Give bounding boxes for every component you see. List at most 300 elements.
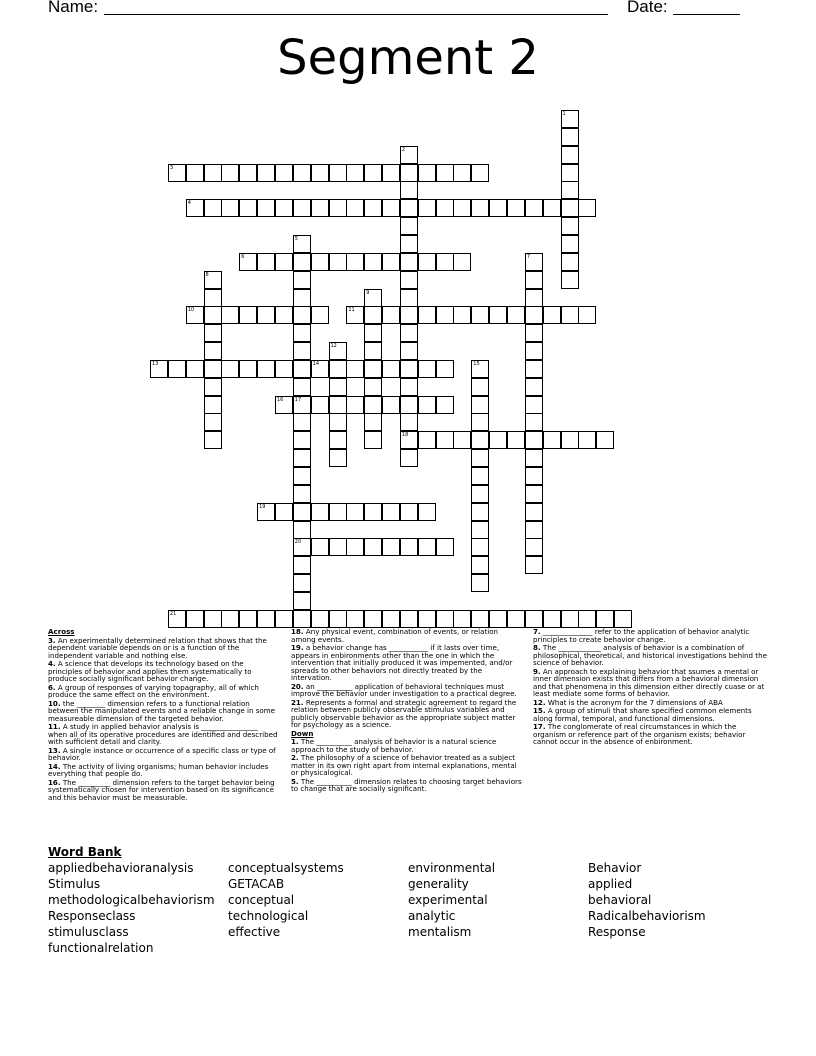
word-bank-item: GETACAB <box>228 877 285 891</box>
grid-cell[interactable] <box>239 360 257 378</box>
grid-clue-number: 8 <box>205 271 209 278</box>
grid-clue-number: 1 <box>562 111 566 117</box>
grid-cell[interactable] <box>311 610 329 628</box>
grid-cell[interactable] <box>418 431 436 449</box>
grid-cell[interactable] <box>471 413 489 431</box>
grid-cell[interactable] <box>293 431 311 449</box>
grid-cell[interactable] <box>329 342 347 360</box>
grid-cell[interactable] <box>275 306 293 324</box>
grid-cell[interactable] <box>186 199 204 217</box>
grid-cell[interactable] <box>329 360 347 378</box>
grid-cell[interactable] <box>364 378 382 396</box>
word-bank-item: stimulusclass <box>48 925 129 939</box>
grid-cell[interactable] <box>525 556 543 574</box>
grid-cell[interactable] <box>525 271 543 289</box>
word-bank-item: Behavior <box>588 861 642 875</box>
grid-cell[interactable] <box>489 199 507 217</box>
grid-cell[interactable] <box>400 342 418 360</box>
grid-cell[interactable] <box>257 610 275 628</box>
grid-cell[interactable] <box>525 324 543 342</box>
clue-across-16: 16. The _________ dimension refers to the target behavior being systematically chosen for intervention based on its significance and this behavior must be measurable. <box>48 777 275 802</box>
word-bank-item: appliedbehavioranalysis <box>48 861 194 875</box>
grid-cell[interactable] <box>382 610 400 628</box>
grid-cell[interactable] <box>471 574 489 592</box>
grid-cell[interactable] <box>471 521 489 539</box>
grid-cell[interactable] <box>525 396 543 414</box>
grid-cell[interactable] <box>561 199 579 217</box>
clue-down-7: 7. ______________ refer to the application of behavior analytic principles to create behavior change. <box>533 627 750 644</box>
grid-cell[interactable] <box>436 360 454 378</box>
clue-down-8: 8. The ____________ analysis of behavior is a combination of philosophical, theoretical, and historical investigations behind the science of behavior. <box>533 643 767 667</box>
grid-cell[interactable] <box>364 413 382 431</box>
clue-down-5: 5. The __________ dimension relates to choosing target behaviors to change that are socially significant. <box>291 776 522 793</box>
across-heading: Across <box>48 627 75 636</box>
word-bank-item: Stimulus <box>48 877 101 891</box>
clue-across-3: 3. An experimentally determined relation that shows that the dependent variable depends on or is a function of the independent variable and nothing else. <box>48 635 267 660</box>
grid-cell[interactable] <box>293 503 311 521</box>
grid-cell[interactable] <box>596 610 614 628</box>
word-bank-item: Response <box>588 925 646 939</box>
grid-cell[interactable] <box>507 431 525 449</box>
grid-cell[interactable] <box>382 538 400 556</box>
grid-cell[interactable] <box>329 449 347 467</box>
grid-cell[interactable] <box>471 610 489 628</box>
grid-cell[interactable] <box>453 253 471 271</box>
grid-cell[interactable] <box>364 538 382 556</box>
grid-cell[interactable] <box>418 306 436 324</box>
grid-cell[interactable] <box>382 253 400 271</box>
grid-cell[interactable] <box>293 199 311 217</box>
grid-cell[interactable] <box>257 503 275 521</box>
grid-cell[interactable] <box>400 306 418 324</box>
grid-cell[interactable] <box>525 538 543 556</box>
grid-cell[interactable] <box>561 181 579 199</box>
word-bank-item: functionalrelation <box>48 941 154 955</box>
grid-cell[interactable] <box>525 610 543 628</box>
grid-cell[interactable] <box>329 538 347 556</box>
grid-cell[interactable] <box>471 164 489 182</box>
word-bank-item: Radicalbehaviorism <box>588 909 706 923</box>
grid-cell[interactable] <box>364 360 382 378</box>
grid-cell[interactable] <box>204 199 222 217</box>
grid-cell[interactable] <box>471 396 489 414</box>
grid-cell[interactable] <box>418 360 436 378</box>
grid-cell[interactable] <box>186 360 204 378</box>
grid-cell[interactable] <box>329 431 347 449</box>
grid-cell[interactable] <box>436 538 454 556</box>
grid-cell[interactable] <box>525 289 543 307</box>
grid-cell[interactable] <box>578 199 596 217</box>
grid-cell[interactable] <box>471 538 489 556</box>
grid-cell[interactable] <box>293 164 311 182</box>
grid-cell[interactable] <box>507 199 525 217</box>
grid-cell[interactable] <box>453 164 471 182</box>
grid-cell[interactable] <box>525 467 543 485</box>
grid-clue-number: 2 <box>401 146 406 153</box>
grid-cell[interactable] <box>204 271 222 289</box>
grid-cell[interactable] <box>418 164 436 182</box>
word-bank-item: mentalism <box>408 925 472 939</box>
grid-cell[interactable] <box>400 538 418 556</box>
word-bank-item: technological <box>228 909 309 923</box>
grid-cell[interactable] <box>257 253 275 271</box>
grid-cell[interactable] <box>346 306 364 324</box>
clue-across-13: 13. A single instance or occurrence of a specific class or type of behavior. <box>48 745 276 762</box>
word-bank-item: environmental <box>408 861 496 875</box>
grid-cell[interactable] <box>329 253 347 271</box>
grid-cell[interactable] <box>525 413 543 431</box>
grid-cell[interactable] <box>561 610 579 628</box>
grid-cell[interactable] <box>561 110 579 128</box>
grid-cell[interactable] <box>400 378 418 396</box>
grid-cell[interactable] <box>400 503 418 521</box>
grid-cell[interactable] <box>364 342 382 360</box>
grid-cell[interactable] <box>400 181 418 199</box>
grid-cell[interactable] <box>239 610 257 628</box>
grid-cell[interactable] <box>204 164 222 182</box>
grid-cell[interactable] <box>364 324 382 342</box>
grid-cell[interactable] <box>204 306 222 324</box>
grid-cell[interactable] <box>346 538 364 556</box>
grid-cell[interactable] <box>293 271 311 289</box>
grid-cell[interactable] <box>418 610 436 628</box>
grid-cell[interactable] <box>168 164 186 182</box>
clue-down-1: 1. The __________ analysis of behavior is a natural science approach to the study of behavior. <box>291 737 497 754</box>
grid-cell[interactable] <box>436 396 454 414</box>
grid-cell[interactable] <box>346 503 364 521</box>
clue-down-9: 9. An approach to explaining behavior that ssumes a mental or inner dimension exists that differs from a behavioral dimension and that phenomena in this dimension either directly cuase or at least mediate some forms of behavior. <box>533 666 765 698</box>
grid-cell[interactable] <box>221 306 239 324</box>
grid-cell[interactable] <box>453 199 471 217</box>
grid-clue-number: 4 <box>187 200 191 207</box>
down-heading: Down <box>291 728 314 738</box>
grid-cell[interactable] <box>400 146 418 164</box>
grid-cell[interactable] <box>382 164 400 182</box>
grid-cell[interactable] <box>561 271 579 289</box>
grid-cell[interactable] <box>364 289 382 307</box>
grid-cell[interactable] <box>400 289 418 307</box>
grid-cell[interactable] <box>525 485 543 503</box>
grid-cell[interactable] <box>382 396 400 414</box>
grid-cell[interactable] <box>436 306 454 324</box>
grid-cell[interactable] <box>471 449 489 467</box>
grid-clue-number: 17 <box>294 396 302 403</box>
grid-cell[interactable] <box>578 306 596 324</box>
grid-cell[interactable] <box>436 610 454 628</box>
grid-cell[interactable] <box>561 146 579 164</box>
grid-cell[interactable] <box>257 360 275 378</box>
grid-cell[interactable] <box>471 306 489 324</box>
grid-cell[interactable] <box>525 360 543 378</box>
grid-cell[interactable] <box>561 253 579 271</box>
grid-cell[interactable] <box>400 360 418 378</box>
grid-cell[interactable] <box>400 449 418 467</box>
grid-cell[interactable] <box>400 217 418 235</box>
grid-cell[interactable] <box>293 235 311 253</box>
grid-cell[interactable] <box>293 485 311 503</box>
clues-col-3 <box>533 628 768 747</box>
grid-cell[interactable] <box>293 574 311 592</box>
grid-cell[interactable] <box>400 235 418 253</box>
grid-cell[interactable] <box>364 396 382 414</box>
grid-cell[interactable] <box>311 503 329 521</box>
grid-cell[interactable] <box>275 396 293 414</box>
grid-cell[interactable] <box>311 360 329 378</box>
grid-cell[interactable] <box>329 164 347 182</box>
grid-cell[interactable] <box>436 199 454 217</box>
grid-cell[interactable] <box>239 199 257 217</box>
grid-clue-number: 20 <box>294 539 302 546</box>
grid-cell[interactable] <box>346 199 364 217</box>
grid-cell[interactable] <box>561 431 579 449</box>
grid-cell[interactable] <box>168 610 186 628</box>
grid-cell[interactable] <box>471 503 489 521</box>
grid-cell[interactable] <box>204 360 222 378</box>
grid-cell[interactable] <box>346 610 364 628</box>
grid-cell[interactable] <box>346 360 364 378</box>
grid-cell[interactable] <box>382 199 400 217</box>
grid-cell[interactable] <box>436 253 454 271</box>
grid-cell[interactable] <box>364 199 382 217</box>
grid-cell[interactable] <box>489 306 507 324</box>
grid-cell[interactable] <box>471 485 489 503</box>
grid-cell[interactable] <box>578 431 596 449</box>
grid-cell[interactable] <box>418 199 436 217</box>
clue-across-4: 4. A science that develops its technology based on the principles of behavior and applies them systematically to produce socially significant behavior change. <box>48 659 252 683</box>
grid-cell[interactable] <box>329 503 347 521</box>
grid-cell[interactable] <box>311 164 329 182</box>
grid-cell[interactable] <box>543 199 561 217</box>
grid-cell[interactable] <box>293 396 311 414</box>
grid-clue-number: 18 <box>401 432 409 439</box>
page-title: Segment 2 <box>277 30 539 86</box>
grid-cell[interactable] <box>364 306 382 324</box>
grid-cell[interactable] <box>614 610 632 628</box>
grid-cell[interactable] <box>489 431 507 449</box>
clues-col-2 <box>291 628 523 794</box>
grid-cell[interactable] <box>525 199 543 217</box>
grid-cell[interactable] <box>204 342 222 360</box>
grid-cell[interactable] <box>578 610 596 628</box>
grid-cell[interactable] <box>471 467 489 485</box>
grid-cell[interactable] <box>275 253 293 271</box>
clue-across-20: 20. an __________ application of behavioral techniques must improve the behavior under investigation to a practical degree. <box>291 681 517 698</box>
grid-cell[interactable] <box>453 610 471 628</box>
grid-cell[interactable] <box>453 431 471 449</box>
grid-cell[interactable] <box>204 324 222 342</box>
grid-cell[interactable] <box>293 467 311 485</box>
grid-cell[interactable] <box>525 342 543 360</box>
grid-cell[interactable] <box>400 431 418 449</box>
grid-cell[interactable] <box>311 253 329 271</box>
grid-cell[interactable] <box>311 199 329 217</box>
grid-cell[interactable] <box>471 556 489 574</box>
grid-cell[interactable] <box>293 521 311 539</box>
grid-cell[interactable] <box>364 253 382 271</box>
grid-cell[interactable] <box>525 306 543 324</box>
clue-across-14: 14. The activity of living organisms; human behavior includes everything that people do. <box>48 761 269 778</box>
grid-cell[interactable] <box>275 164 293 182</box>
grid-cell[interactable] <box>293 360 311 378</box>
grid-clue-number: 14 <box>312 360 320 367</box>
word-bank-title: Word Bank <box>48 845 122 859</box>
grid-cell[interactable] <box>346 164 364 182</box>
grid-cell[interactable] <box>471 378 489 396</box>
grid-cell[interactable] <box>221 360 239 378</box>
grid-cell[interactable] <box>543 610 561 628</box>
grid-cell[interactable] <box>400 253 418 271</box>
grid-clue-number: 7 <box>526 253 531 260</box>
grid-cell[interactable] <box>239 253 257 271</box>
grid-cell[interactable] <box>293 413 311 431</box>
grid-cell[interactable] <box>168 360 186 378</box>
grid-cell[interactable] <box>311 396 329 414</box>
grid-cell[interactable] <box>293 378 311 396</box>
grid-cell[interactable] <box>400 199 418 217</box>
grid-cell[interactable] <box>418 396 436 414</box>
grid-cell[interactable] <box>418 503 436 521</box>
grid-cell[interactable] <box>561 217 579 235</box>
grid-cell[interactable] <box>561 235 579 253</box>
grid-cell[interactable] <box>293 538 311 556</box>
grid-cell[interactable] <box>221 164 239 182</box>
grid-cell[interactable] <box>382 503 400 521</box>
grid-cell[interactable] <box>204 431 222 449</box>
grid-cell[interactable] <box>489 610 507 628</box>
grid-cell[interactable] <box>293 289 311 307</box>
grid-cell[interactable] <box>239 164 257 182</box>
grid-cell[interactable] <box>561 128 579 146</box>
grid-cell[interactable] <box>239 306 257 324</box>
grid-cell[interactable] <box>525 521 543 539</box>
grid-cell[interactable] <box>293 324 311 342</box>
grid-clue-number: 5 <box>294 235 298 242</box>
grid-cell[interactable] <box>471 199 489 217</box>
grid-cell[interactable] <box>204 378 222 396</box>
grid-cell[interactable] <box>293 449 311 467</box>
clue-across-6: 6. A group of responses of varying topagraphy, all of which produce the same effect on the environment. <box>48 682 259 699</box>
grid-cell[interactable] <box>329 199 347 217</box>
grid-cell[interactable] <box>507 610 525 628</box>
word-bank-item: Responseclass <box>48 909 136 923</box>
grid-cell[interactable] <box>346 253 364 271</box>
grid-cell[interactable] <box>436 164 454 182</box>
grid-cell[interactable] <box>418 538 436 556</box>
grid-cell[interactable] <box>257 306 275 324</box>
grid-cell[interactable] <box>525 431 543 449</box>
grid-cell[interactable] <box>453 306 471 324</box>
grid-cell[interactable] <box>293 306 311 324</box>
grid-cell[interactable] <box>364 431 382 449</box>
grid-cell[interactable] <box>293 556 311 574</box>
clue-across-21: 21. Represents a formal and strategic agreement to regard the relation between publicly observable stimulus variables and publicly observable behavior as the appropriate subject matter for psychology as a science. <box>291 697 517 729</box>
word-bank-col-4 <box>588 860 706 940</box>
clue-across-19: 19. a behavior change has ___________ if it lasts over time, appears in enbironments other than the one in which the intervention that initially produced it was impemented, and/or spreads to other behaviors not directly treated by the intervation. <box>291 643 513 682</box>
grid-cell[interactable] <box>436 431 454 449</box>
grid-cell[interactable] <box>525 378 543 396</box>
grid-cell[interactable] <box>221 199 239 217</box>
word-bank-item: applied <box>588 877 633 891</box>
grid-cell[interactable] <box>186 610 204 628</box>
grid-cell[interactable] <box>257 199 275 217</box>
grid-cell[interactable] <box>561 164 579 182</box>
word-bank-item: experimental <box>408 893 488 907</box>
word-bank-col-2 <box>228 860 344 940</box>
grid-cell[interactable] <box>221 610 239 628</box>
grid-cell[interactable] <box>596 431 614 449</box>
grid-cell[interactable] <box>561 306 579 324</box>
grid-clue-number: 11 <box>348 307 355 314</box>
word-bank-item: methodologicalbehaviorism <box>48 893 215 907</box>
grid-cell[interactable] <box>275 199 293 217</box>
grid-cell[interactable] <box>293 253 311 271</box>
grid-cell[interactable] <box>364 164 382 182</box>
clue-across-10: 10. the ________ dimension refers to a functional relation between the manipulated events and a reliable change in some measureable dimension of the targeted behavior. <box>48 698 276 723</box>
grid-cell[interactable] <box>400 413 418 431</box>
grid-cell[interactable] <box>293 342 311 360</box>
grid-cell[interactable] <box>150 360 168 378</box>
grid-cell[interactable] <box>186 164 204 182</box>
grid-clue-number: 16 <box>276 396 284 403</box>
grid-clue-number: 3 <box>169 164 174 171</box>
grid-cell[interactable] <box>329 378 347 396</box>
grid-cell[interactable] <box>364 503 382 521</box>
grid-cell[interactable] <box>400 271 418 289</box>
grid-cell[interactable] <box>275 360 293 378</box>
grid-cell[interactable] <box>204 413 222 431</box>
word-bank-item: conceptual <box>228 893 295 907</box>
grid-cell[interactable] <box>346 396 364 414</box>
grid-cell[interactable] <box>275 610 293 628</box>
grid-cell[interactable] <box>507 306 525 324</box>
grid-cell[interactable] <box>204 396 222 414</box>
word-bank-item: analytic <box>408 909 456 923</box>
grid-cell[interactable] <box>204 610 222 628</box>
word-bank-item: generality <box>408 877 469 891</box>
grid-cell[interactable] <box>311 306 329 324</box>
grid-cell[interactable] <box>471 360 489 378</box>
grid-cell[interactable] <box>204 289 222 307</box>
grid-cell[interactable] <box>543 306 561 324</box>
grid-clue-number: 10 <box>187 307 195 314</box>
grid-clue-number: 13 <box>152 360 159 367</box>
grid-cell[interactable] <box>471 431 489 449</box>
grid-cell[interactable] <box>329 413 347 431</box>
grid-cell[interactable] <box>400 324 418 342</box>
grid-cell[interactable] <box>418 253 436 271</box>
grid-cell[interactable] <box>400 164 418 182</box>
grid-cell[interactable] <box>293 610 311 628</box>
clue-down-17: 17. The conglomerate of real circumstances in which the organism or reference part of the organism exists; behavior cannot occur in the absence of enbironment. <box>533 722 746 746</box>
grid-cell[interactable] <box>257 164 275 182</box>
grid-cell[interactable] <box>543 431 561 449</box>
grid-cell[interactable] <box>329 610 347 628</box>
grid-cell[interactable] <box>293 592 311 610</box>
grid-cell[interactable] <box>525 253 543 271</box>
grid-cell[interactable] <box>329 396 347 414</box>
grid-cell[interactable] <box>525 503 543 521</box>
grid-cell[interactable] <box>364 610 382 628</box>
word-bank-item: conceptualsystems <box>228 861 344 875</box>
grid-cell[interactable] <box>311 538 329 556</box>
grid-cell[interactable] <box>275 503 293 521</box>
grid-cell[interactable] <box>186 306 204 324</box>
grid-cell[interactable] <box>382 306 400 324</box>
grid-cell[interactable] <box>525 449 543 467</box>
grid-cell[interactable] <box>400 610 418 628</box>
grid-cell[interactable] <box>400 396 418 414</box>
grid-cell[interactable] <box>382 360 400 378</box>
